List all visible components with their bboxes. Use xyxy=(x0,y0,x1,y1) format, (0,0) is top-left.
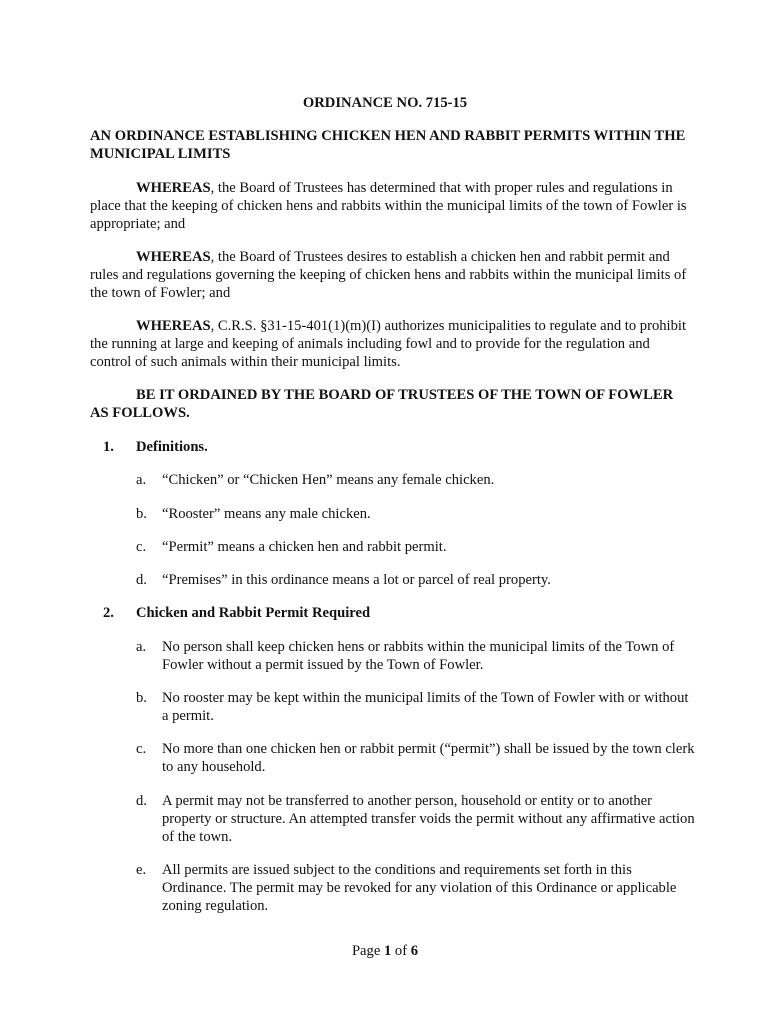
item-letter: c. xyxy=(136,539,147,555)
item-text: No rooster may be kept within the municipal limits of the Town of Fowler with or without a permit. xyxy=(162,690,689,724)
ordinance-title: ORDINANCE NO. 715-15 xyxy=(302,95,468,111)
rule-item xyxy=(136,638,696,674)
of-word: of xyxy=(394,943,408,959)
item-text: No person shall keep chicken hens or rabbits within the municipal limits of the Town of Fowler without a permit issued by the Town of Fowler. xyxy=(162,639,675,673)
section-number: 1. xyxy=(103,439,114,455)
page-word: Page xyxy=(351,943,381,959)
definition-item xyxy=(136,471,696,489)
whereas-paragraph-1 xyxy=(90,179,690,233)
item-letter: e. xyxy=(136,862,147,878)
section-2-title xyxy=(103,604,370,622)
whereas-lead: WHEREAS xyxy=(136,318,211,334)
page-footer xyxy=(0,942,770,960)
item-letter: c. xyxy=(136,741,147,757)
item-letter: b. xyxy=(136,690,147,706)
item-letter: a. xyxy=(136,472,147,488)
section-heading: Definitions. xyxy=(136,439,208,455)
item-letter: b. xyxy=(136,506,147,522)
item-text: “Permit” means a chicken hen and rabbit permit. xyxy=(162,539,447,555)
definition-item xyxy=(136,505,696,523)
whereas-lead: WHEREAS xyxy=(136,249,211,265)
definition-item xyxy=(136,571,696,589)
definition-item xyxy=(136,538,696,556)
whereas-paragraph-3 xyxy=(90,317,690,371)
item-letter: d. xyxy=(136,572,147,588)
ordained-clause: BE IT ORDAINED BY THE BOARD OF TRUSTEES OF THE TOWN OF FOWLER AS FOLLOWS. xyxy=(90,387,674,421)
rule-item xyxy=(136,861,696,915)
ordinance-heading: AN ORDINANCE ESTABLISHING CHICKEN HEN AND RABBIT PERMITS WITHIN THE MUNICIPAL LIMITS xyxy=(90,128,686,162)
whereas-lead: WHEREAS xyxy=(136,180,211,196)
section-number: 2. xyxy=(103,605,114,621)
page-total: 6 xyxy=(410,943,419,959)
whereas-paragraph-2 xyxy=(90,248,690,302)
item-text: “Premises” in this ordinance means a lot or parcel of real property. xyxy=(162,572,551,588)
section-heading: Chicken and Rabbit Permit Required xyxy=(136,605,371,621)
item-text: All permits are issued subject to the conditions and requirements set forth in this Ordinance. The permit may be revoked for any violation of this Ordinance or applicable zoning regulation. xyxy=(162,862,677,914)
page-current: 1 xyxy=(383,943,392,959)
rule-item xyxy=(136,689,696,725)
item-text: “Chicken” or “Chicken Hen” means any female chicken. xyxy=(162,472,495,488)
item-text: “Rooster” means any male chicken. xyxy=(162,506,371,522)
item-text: No more than one chicken hen or rabbit permit (“permit”) shall be issued by the town clerk to any household. xyxy=(162,741,695,775)
rule-item xyxy=(136,740,696,776)
rule-item xyxy=(136,792,696,846)
item-text: A permit may not be transferred to another person, household or entity or to another property or structure. An attempted transfer voids the permit without any affirmative action of the town. xyxy=(162,793,695,845)
section-1-title xyxy=(103,438,208,456)
item-letter: d. xyxy=(136,793,147,809)
whereas-text: , the Board of Trustees has determined that with proper rules and regulations in place that the keeping of chicken hens and rabbits within the municipal limits of the town of Fowler is appropriate; and xyxy=(90,180,687,232)
whereas-text: , the Board of Trustees desires to establish a chicken hen and rabbit permit and rules and regulations governing the keeping of chicken hens and rabbits within the municipal limits of the town of Fowler; and xyxy=(90,249,687,301)
item-letter: a. xyxy=(136,639,147,655)
whereas-text: , C.R.S. §31-15-401(1)(m)(I) authorizes municipalities to regulate and to prohibit the running at large and keeping of animals including fowl and to provide for the regulation and control of such animals within their municipal limits. xyxy=(90,318,687,370)
